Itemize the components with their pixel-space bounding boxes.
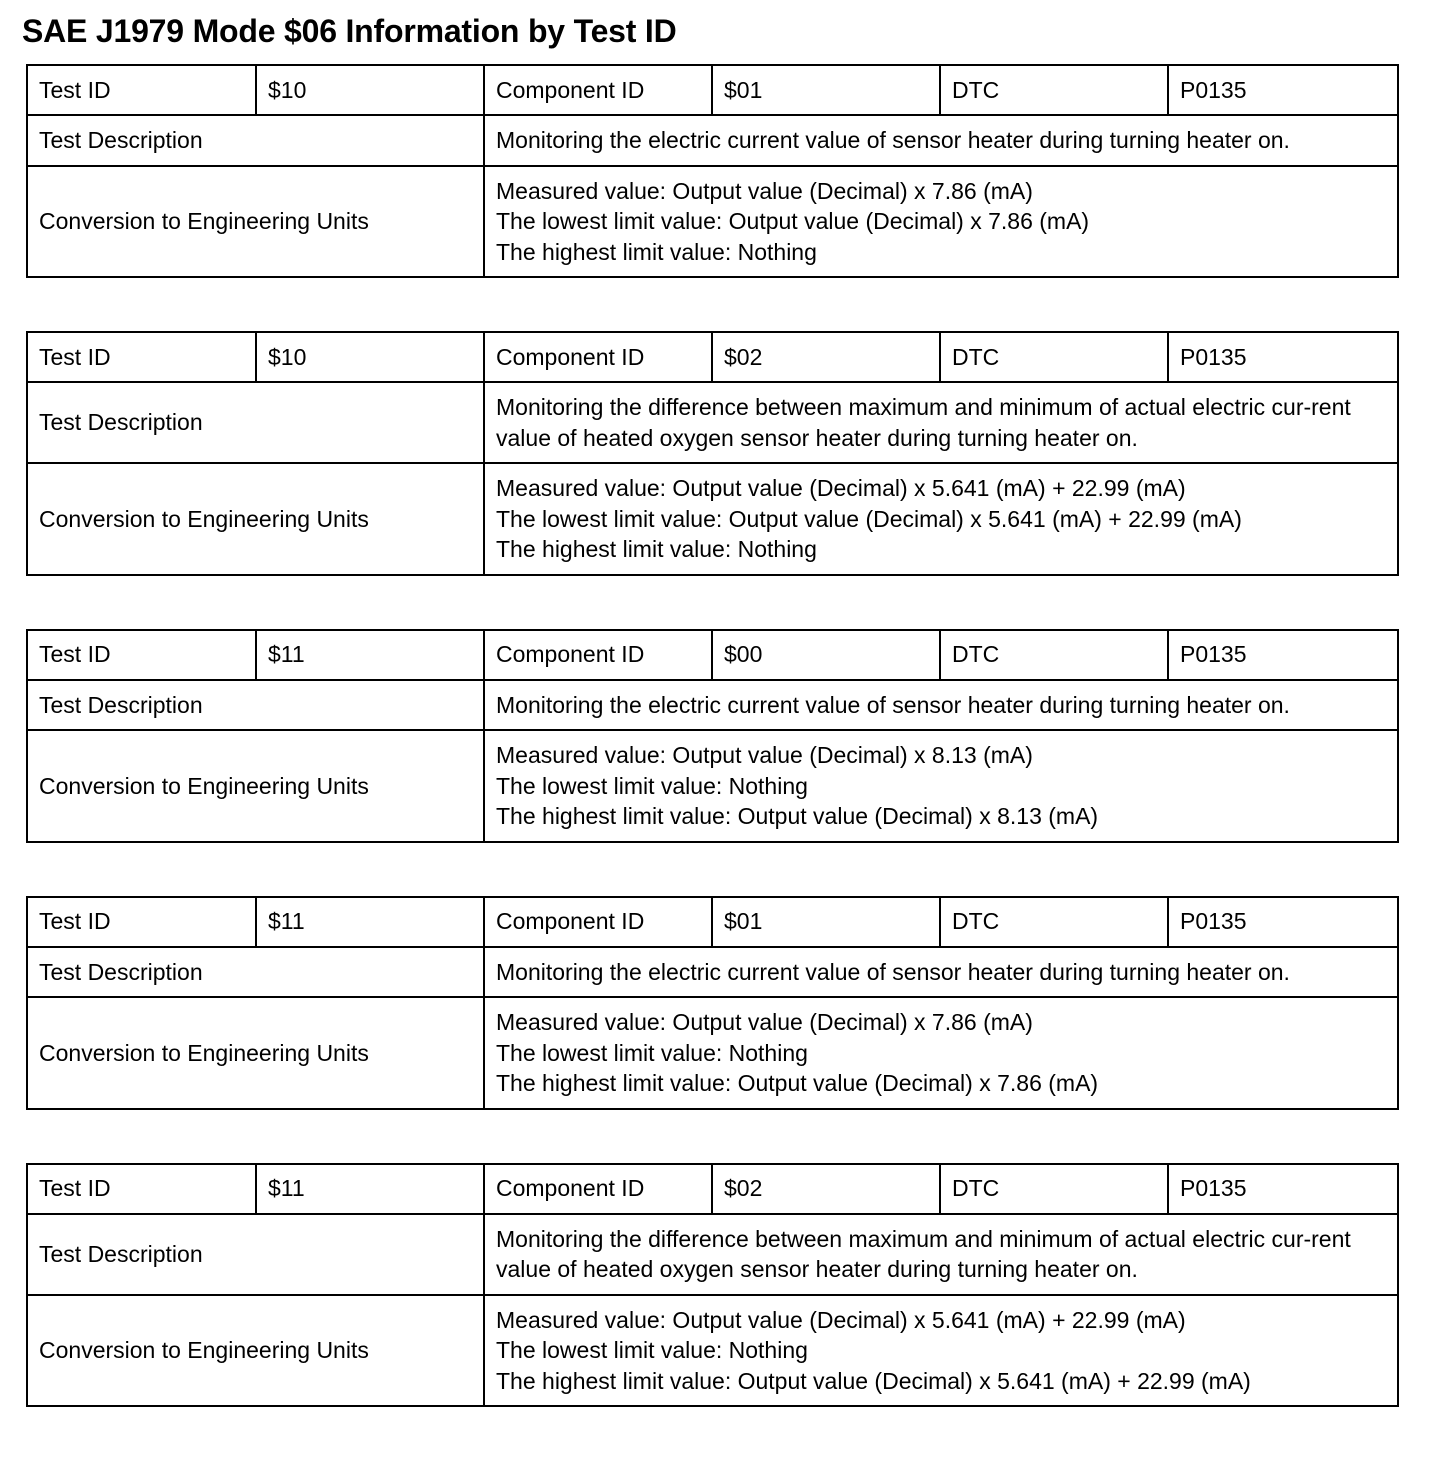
measured-value: Measured value: Output value (Decimal) x 5.641 (mA) + 22.99 (mA) [496,1306,1186,1333]
highest-limit-value: The highest limit value: Output value (Decimal) x 5.641 (mA) + 22.99 (mA) [496,1367,1251,1394]
dtc-value: P0135 [1168,897,1398,947]
lowest-limit-value: The lowest limit value: Output value (Decimal) x 7.86 (mA) [496,208,1090,234]
header-row [27,897,1398,947]
dtc-value: P0135 [1168,65,1398,115]
highest-limit-value: The highest limit value: Nothing [496,536,817,562]
conversion-value [484,463,1398,575]
conversion-row [27,166,1398,278]
description-row [27,115,1398,166]
component-id-value: $02 [712,332,940,382]
test-description-value: Monitoring the difference between maximum and minimum of actual electric cur-rent value of heated oxygen sensor heater during turning heater on. [484,382,1398,463]
test-description-label: Test Description [27,947,484,998]
test-description-label: Test Description [27,115,484,166]
test-description-value: Monitoring the electric current value of sensor heater during turning heater on. [484,680,1398,731]
description-row [27,1214,1398,1295]
component-id-label: Component ID [484,897,712,947]
header-row [27,1164,1398,1214]
test-table [26,331,1399,576]
dtc-label: DTC [940,1164,1168,1214]
lowest-limit-value: The lowest limit value: Nothing [496,772,808,799]
test-description-value: Monitoring the difference between maximum and minimum of actual electric cur-rent value of heated oxygen sensor heater during turning heater on. [484,1214,1398,1295]
conversion-value [484,997,1398,1109]
header-row [27,65,1398,115]
conversion-value [484,730,1398,842]
conversion-label: Conversion to Engineering Units [27,730,484,842]
component-id-label: Component ID [484,1164,712,1214]
test-description-label: Test Description [27,680,484,731]
page-title: SAE J1979 Mode $06 Information by Test ID [22,13,677,49]
component-id-label: Component ID [484,65,712,115]
component-id-value: $00 [712,630,940,680]
measured-value: Measured value: Output value (Decimal) x 8.13 (mA) [496,742,1033,768]
test-id-value: $10 [256,332,484,382]
test-id-value: $11 [256,1164,484,1214]
dtc-value: P0135 [1168,332,1398,382]
description-row [27,947,1398,998]
component-id-value: $02 [712,1164,940,1214]
lowest-limit-value: The lowest limit value: Nothing [496,1337,808,1363]
test-table [26,629,1399,843]
test-id-value: $11 [256,630,484,680]
conversion-row [27,1295,1398,1407]
measured-value: Measured value: Output value (Decimal) x 5.641 (mA) + 22.99 (mA) [496,475,1186,501]
conversion-row [27,463,1398,575]
test-id-label: Test ID [27,332,256,382]
lowest-limit-value: The lowest limit value: Nothing [496,1039,808,1066]
description-row [27,680,1398,731]
dtc-label: DTC [940,332,1168,382]
conversion-label: Conversion to Engineering Units [27,463,484,575]
test-table [26,64,1399,278]
measured-value: Measured value: Output value (Decimal) x 7.86 (mA) [496,1009,1033,1035]
highest-limit-value: The highest limit value: Output value (Decimal) x 8.13 (mA) [496,803,1099,829]
conversion-label: Conversion to Engineering Units [27,1295,484,1407]
test-tables [26,64,1397,1460]
dtc-value: P0135 [1168,630,1398,680]
header-row [27,630,1398,680]
highest-limit-value: The highest limit value: Nothing [496,238,817,265]
test-id-label: Test ID [27,630,256,680]
measured-value: Measured value: Output value (Decimal) x 7.86 (mA) [496,177,1033,204]
conversion-label: Conversion to Engineering Units [27,997,484,1109]
test-id-value: $11 [256,897,484,947]
test-table [26,1163,1399,1408]
test-description-label: Test Description [27,382,484,463]
component-id-label: Component ID [484,332,712,382]
highest-limit-value: The highest limit value: Output value (Decimal) x 7.86 (mA) [496,1070,1099,1096]
test-description-value: Monitoring the electric current value of sensor heater during turning heater on. [484,115,1398,166]
test-id-label: Test ID [27,897,256,947]
test-id-label: Test ID [27,1164,256,1214]
lowest-limit-value: The lowest limit value: Output value (Decimal) x 5.641 (mA) + 22.99 (mA) [496,505,1242,532]
test-id-label: Test ID [27,65,256,115]
test-id-value: $10 [256,65,484,115]
header-row [27,332,1398,382]
conversion-row [27,730,1398,842]
component-id-value: $01 [712,65,940,115]
dtc-label: DTC [940,897,1168,947]
conversion-value [484,166,1398,278]
component-id-label: Component ID [484,630,712,680]
description-row [27,382,1398,463]
dtc-label: DTC [940,630,1168,680]
component-id-value: $01 [712,897,940,947]
conversion-value [484,1295,1398,1407]
test-description-label: Test Description [27,1214,484,1295]
test-table [26,896,1399,1110]
dtc-label: DTC [940,65,1168,115]
conversion-row [27,997,1398,1109]
conversion-label: Conversion to Engineering Units [27,166,484,278]
dtc-value: P0135 [1168,1164,1398,1214]
test-description-value: Monitoring the electric current value of sensor heater during turning heater on. [484,947,1398,998]
